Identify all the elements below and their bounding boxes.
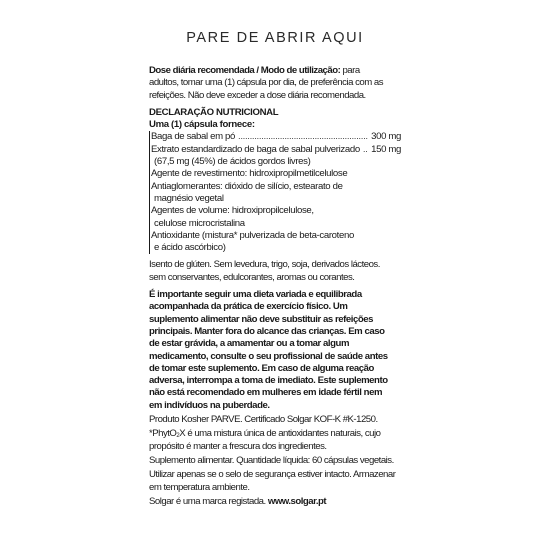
phyto-line-2: propósito é manter a frescura dos ingredientes.: [149, 440, 327, 452]
nutrition-title: DECLARAÇÃO NUTRICIONAL: [149, 106, 279, 118]
warning-section: [149, 289, 401, 412]
warning-line: É importante seguir uma dieta variada e equilibrada: [149, 289, 362, 301]
extract-note: (67,5 mg (45%) de ácidos gordos livres): [154, 156, 311, 168]
phyto-suffix: X é uma mistura única de antioxidantes naturais, cujo: [179, 428, 381, 440]
nutrition-table: [149, 131, 401, 254]
coating-agent: Agente de revestimento: hidroxipropilmetilcelulose: [151, 168, 348, 180]
warning-line: suplemento alimentar não deve substituir as refeições: [149, 313, 374, 325]
storage-line-1: Utilizar apenas se o selo de segurança estiver intacto. Armazenar: [149, 469, 396, 481]
phyto-note: [149, 428, 401, 453]
free-from-section: [149, 259, 401, 284]
warning-line: medicamento, consulte o seu profissional de saúde antes: [149, 350, 388, 362]
dose-line-3: refeições. Não deve exceder a dose diária recomendada.: [149, 89, 366, 101]
anticaking-line-1: Antiaglomerantes: dióxido de silício, estearato de: [151, 180, 343, 192]
kosher-note: Produto Kosher PARVE. Certificado Solgar KOF-K #K-1250.: [149, 414, 378, 426]
free-from-line-2: sem conservantes, edulcorantes, aromas ou corantes.: [149, 271, 355, 283]
nutrition-section: [149, 107, 401, 255]
dose-section: [149, 65, 401, 102]
anticaking-line-2: magnésio vegetal: [154, 192, 224, 204]
supplement-label: [149, 0, 401, 546]
warning-line: acompanhada da prática de exercício físico. Um: [149, 301, 348, 313]
warning-line: em indivíduos na puberdade.: [149, 399, 270, 411]
bulking-line-1: Agentes de volume: hidroxipropilcelulose,: [151, 205, 314, 217]
antioxidant-line-2: e ácido ascórbico): [154, 242, 226, 254]
warning-line: não está recomendado em mulheres em idade fértil nem: [149, 387, 383, 399]
nutrition-item-qty: 300 mg: [371, 131, 401, 143]
website-link: www.solgar.pt: [267, 495, 327, 507]
nutrition-item-qty: 150 mg: [371, 143, 401, 155]
leader-dots: [363, 144, 368, 156]
trademark-note: [149, 496, 401, 508]
nutrition-item-name: Baga de sabal em pó: [151, 131, 236, 143]
storage-note: [149, 469, 401, 494]
dose-text-1: para: [342, 65, 360, 76]
supplement-quantity: Suplemento alimentar. Quantidade líquida: 60 cápsulas vegetais.: [149, 454, 394, 466]
nutrition-row: [150, 144, 401, 156]
warning-line: de estar grávida, a amamentar ou a tomar algum: [149, 338, 350, 350]
warning-line: principais. Manter fora do alcance das crianças. Em caso: [149, 325, 385, 337]
dose-line-2: adultos, tomar uma (1) cápsula por dia, de preferência com as: [149, 77, 383, 89]
storage-line-2: em temperatura ambiente.: [149, 481, 250, 493]
antioxidant-line-1: Antioxidante (mistura* pulverizada de beta-caroteno: [151, 229, 354, 241]
phyto-subscript: 2: [176, 433, 180, 440]
nutrition-subtitle: Uma (1) cápsula fornece:: [149, 119, 255, 131]
warning-line: adversa, interrompa a toma de imediato. Este suplemento: [149, 375, 388, 387]
leader-dots: [238, 131, 368, 143]
phyto-prefix: *PhytO: [149, 428, 177, 440]
open-here-header: PARE DE ABRIR AQUI: [186, 30, 364, 46]
nutrition-row: [150, 131, 401, 143]
nutrition-item-name: Extrato estandardizado de baga de sabal pulverizado: [151, 143, 360, 155]
bulking-line-2: celulose microcristalina: [154, 217, 245, 229]
warning-line: de tomar este suplemento. Em caso de alguma reação: [149, 362, 374, 374]
trademark-text: Solgar é uma marca registada.: [149, 495, 266, 507]
dose-title: Dose diária recomendada / Modo de utilização:: [149, 65, 341, 76]
free-from-line-1: Isento de glúten. Sem levedura, trigo, soja, derivados lácteos.: [149, 259, 380, 271]
